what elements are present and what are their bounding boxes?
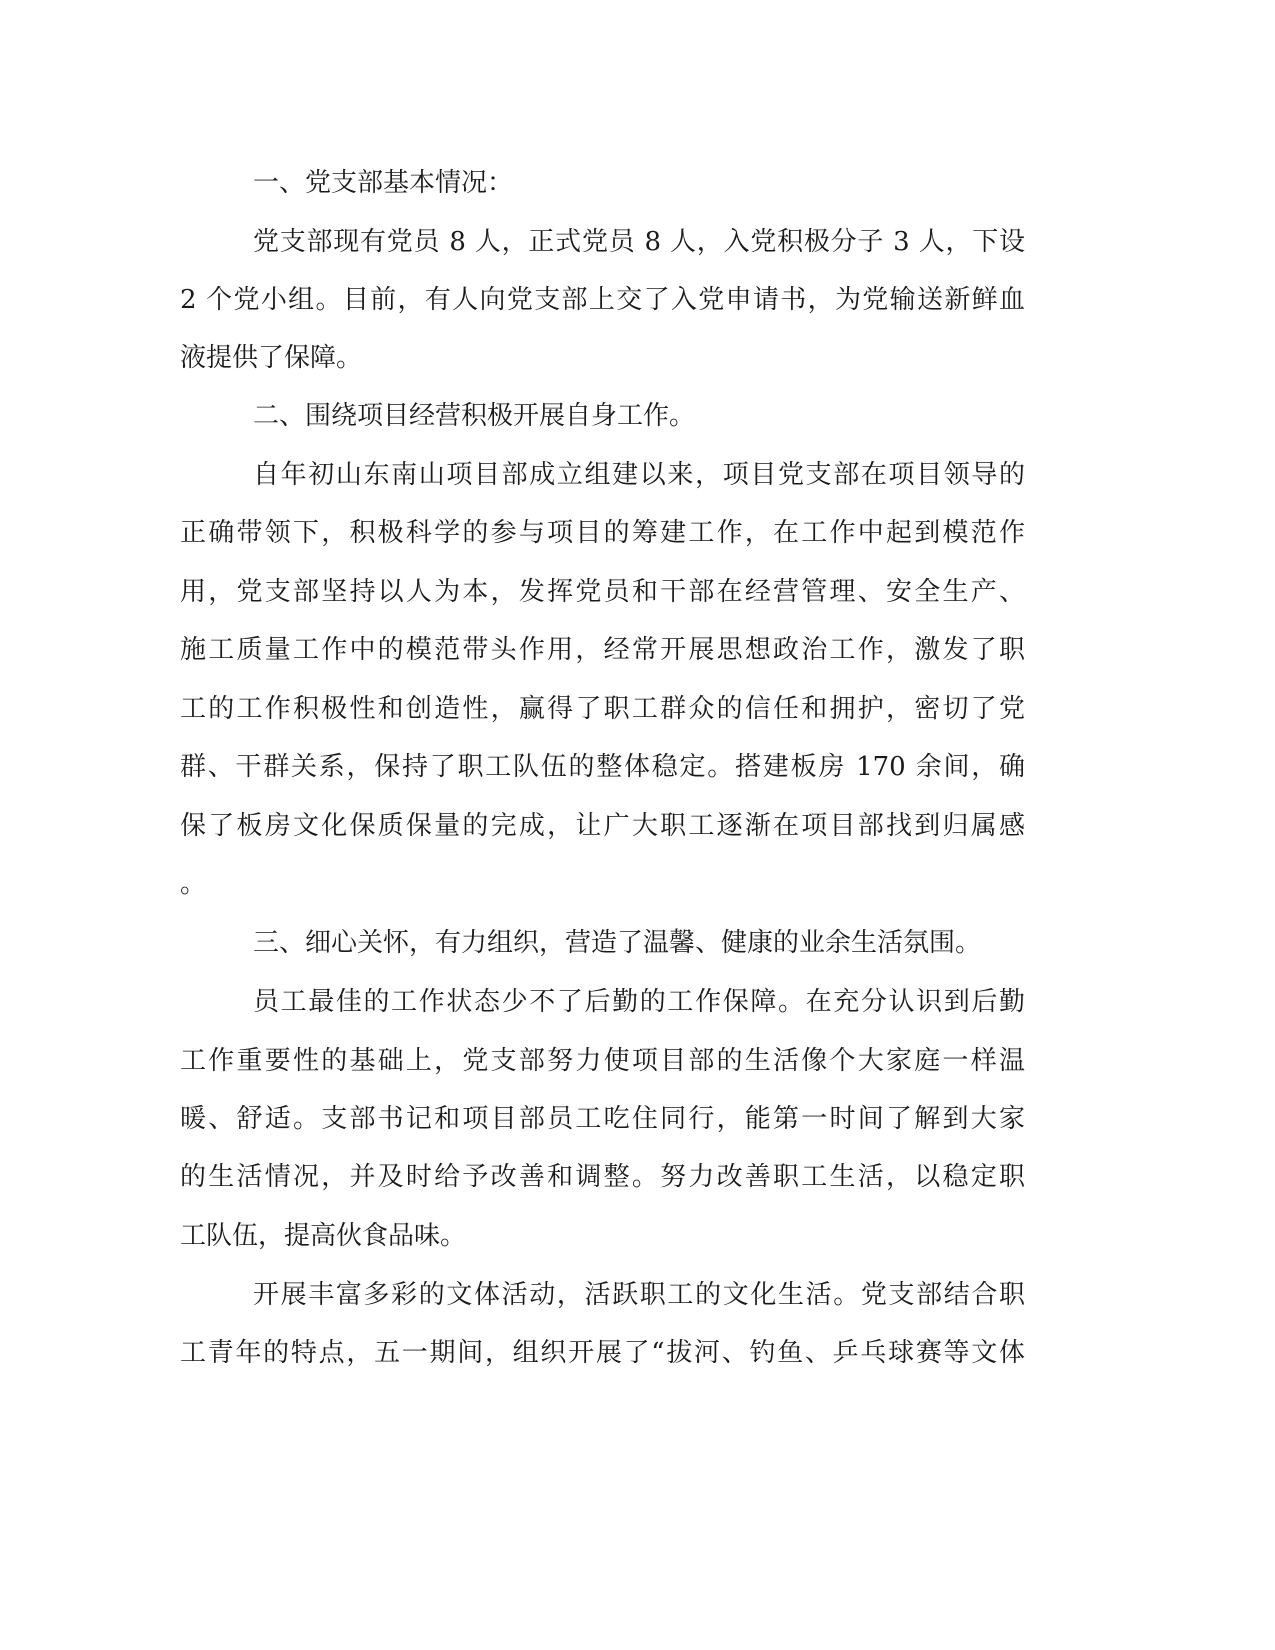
section-heading-2: 二、围绕项目经营积极开展自身工作。 (253, 401, 696, 431)
paragraph-line: 正确带领下，积极科学的参与项目的筹建工作，在工作中起到模范作 (180, 518, 1025, 548)
section-heading-1: 一、党支部基本情况： (253, 168, 514, 198)
paragraph-line: 开展丰富多彩的文体活动，活跃职工的文化生活。党支部结合职 (253, 1280, 1025, 1310)
paragraph-line: 群、干群关系，保持了职工队伍的整体稳定。搭建板房 170 余间，确 (180, 752, 1025, 782)
paragraph-line: 党支部现有党员 8 人，正式党员 8 人，入党积极分子 3 人，下设 (253, 227, 1025, 257)
paragraph-line: 2 个党小组。目前，有人向党支部上交了入党申请书，为党输送新鲜血 (180, 285, 1025, 315)
paragraph-line: 自年初山东南山项目部成立组建以来，项目党支部在项目领导的 (253, 460, 1025, 490)
paragraph-line: 暖、舒适。支部书记和项目部员工吃住同行，能第一时间了解到大家 (180, 1104, 1025, 1134)
paragraph-line: 工青年的特点，五一期间，组织开展了“拔河、钓鱼、乒乓球赛等文体 (180, 1338, 1025, 1368)
paragraph-line: 工作重要性的基础上，党支部努力使项目部的生活像个大家庭一样温 (180, 1046, 1025, 1076)
paragraph-line: 工的工作积极性和创造性，赢得了职工群众的信任和拥护，密切了党 (180, 694, 1025, 724)
paragraph-line: 的生活情况，并及时给予改善和调整。努力改善职工生活，以稳定职 (180, 1162, 1025, 1192)
section-heading-3: 三、细心关怀，有力组织，营造了温馨、健康的业余生活氛围。 (253, 928, 982, 958)
paragraph-line: 。 (180, 869, 207, 899)
paragraph-line: 液提供了保障。 (180, 343, 363, 373)
paragraph-line: 施工质量工作中的模范带头作用，经常开展思想政治工作，激发了职 (180, 635, 1025, 665)
paragraph-line: 员工最佳的工作状态少不了后勤的工作保障。在充分认识到后勤 (253, 987, 1025, 1017)
paragraph-line: 用，党支部坚持以人为本，发挥党员和干部在经营管理、安全生产、 (180, 577, 1025, 607)
paragraph-line: 保了板房文化保质保量的完成，让广大职工逐渐在项目部找到归属感 (180, 811, 1025, 841)
paragraph-line: 工队伍，提高伙食品味。 (180, 1221, 467, 1251)
